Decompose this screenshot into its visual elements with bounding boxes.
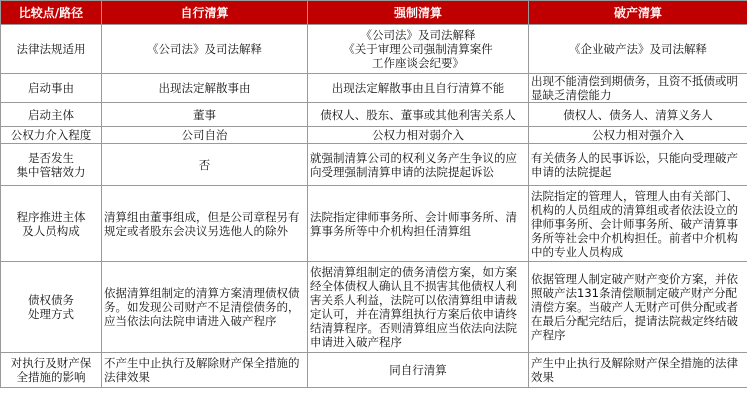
cell-bankruptcy: 公权力相对强介入 (529, 127, 747, 144)
row-label: 是否发生 集中管辖效力 (1, 144, 102, 186)
cell-forced: 出现法定解散事由且自行清算不能 (308, 74, 529, 103)
cell-forced: 债权人、股东、董事或其他利害关系人 (308, 103, 529, 127)
table-row (1, 25, 747, 74)
header-comparison-point: 比较点/路径 (1, 1, 102, 25)
cell-bankruptcy: 有关债务人的民事诉讼，只能向受理破产申请的法院提起 (529, 144, 747, 186)
cell-bankruptcy: 依据管理人制定破产财产变价方案，并依照破产法131条清偿顺制定破产财产分配清偿方案。当破产人无财产可供分配或者在最后分配完结后，提请法院裁定终结破产程序 (529, 262, 747, 353)
cell-forced: 同自行清算 (308, 353, 529, 388)
cell-forced: 法院指定律师事务所、会计师事务所、清算事务所等中介机构担任清算组 (308, 186, 529, 262)
header-forced-liquidation: 强制清算 (308, 1, 529, 25)
header-row (1, 1, 747, 25)
table-row (1, 353, 747, 388)
table-row (1, 144, 747, 186)
table-row (1, 186, 747, 262)
cell-bankruptcy: 产生中止执行及解除财产保全措施的法律效果 (529, 353, 747, 388)
header-bankruptcy-liquidation: 破产清算 (529, 1, 747, 25)
table-row (1, 103, 747, 127)
cell-self: 公司自治 (102, 127, 308, 144)
table-row (1, 74, 747, 103)
cell-bankruptcy: 法院指定的管理人，管理人由有关部门、机构的人员组成的清算组或者依法设立的律师事务所、会计师事务所、破产清算事务所等社会中介机构担任。前者中介机构中的专业人员构成 (529, 186, 747, 262)
cell-self: 出现法定解散事由 (102, 74, 308, 103)
cell-self: 不产生中止执行及解除财产保全措施的法律效果 (102, 353, 308, 388)
cell-self: 依据清算组制定的清算方案清理债权债务。如发现公司财产不足清偿债务的，应当依法向法院申请进入破产程序 (102, 262, 308, 353)
table-row (1, 127, 747, 144)
row-label: 债权债务 处理方式 (1, 262, 102, 353)
cell-self: 清算组由董事组成，但是公司章程另有规定或者股东会决议另选他人的除外 (102, 186, 308, 262)
row-label: 启动事由 (1, 74, 102, 103)
cell-forced: 《公司法》及司法解释 《关于审理公司强制清算案件 工作座谈会纪要》 (308, 25, 529, 74)
cell-forced: 就强制清算公司的权利义务产生争议的应向受理强制清算申请的法院提起诉讼 (308, 144, 529, 186)
cell-forced: 公权力相对弱介入 (308, 127, 529, 144)
row-label: 法律法规适用 (1, 25, 102, 74)
table-row (1, 262, 747, 353)
cell-bankruptcy: 出现不能清偿到期债务，且资不抵债或明显缺乏清偿能力 (529, 74, 747, 103)
cell-self: 董事 (102, 103, 308, 127)
header-self-liquidation: 自行清算 (102, 1, 308, 25)
cell-forced: 依据清算组制定的债务清偿方案，如方案经全体债权人确认且不损害其他债权人利害关系人利益，法院可以依清算组申请裁定认可，并在清算组执行方案后依申请终结清算程序。否则清算组应当依法向法院申请进入破产程序 (308, 262, 529, 353)
cell-bankruptcy: 《企业破产法》及司法解释 (529, 25, 747, 74)
cell-bankruptcy: 债权人、债务人、清算义务人 (529, 103, 747, 127)
row-label: 公权力介入程度 (1, 127, 102, 144)
cell-self: 否 (102, 144, 308, 186)
row-label: 对执行及财产保 全措施的影响 (1, 353, 102, 388)
cell-self: 《公司法》及司法解释 (102, 25, 308, 74)
row-label: 程序推进主体 及人员构成 (1, 186, 102, 262)
row-label: 启动主体 (1, 103, 102, 127)
